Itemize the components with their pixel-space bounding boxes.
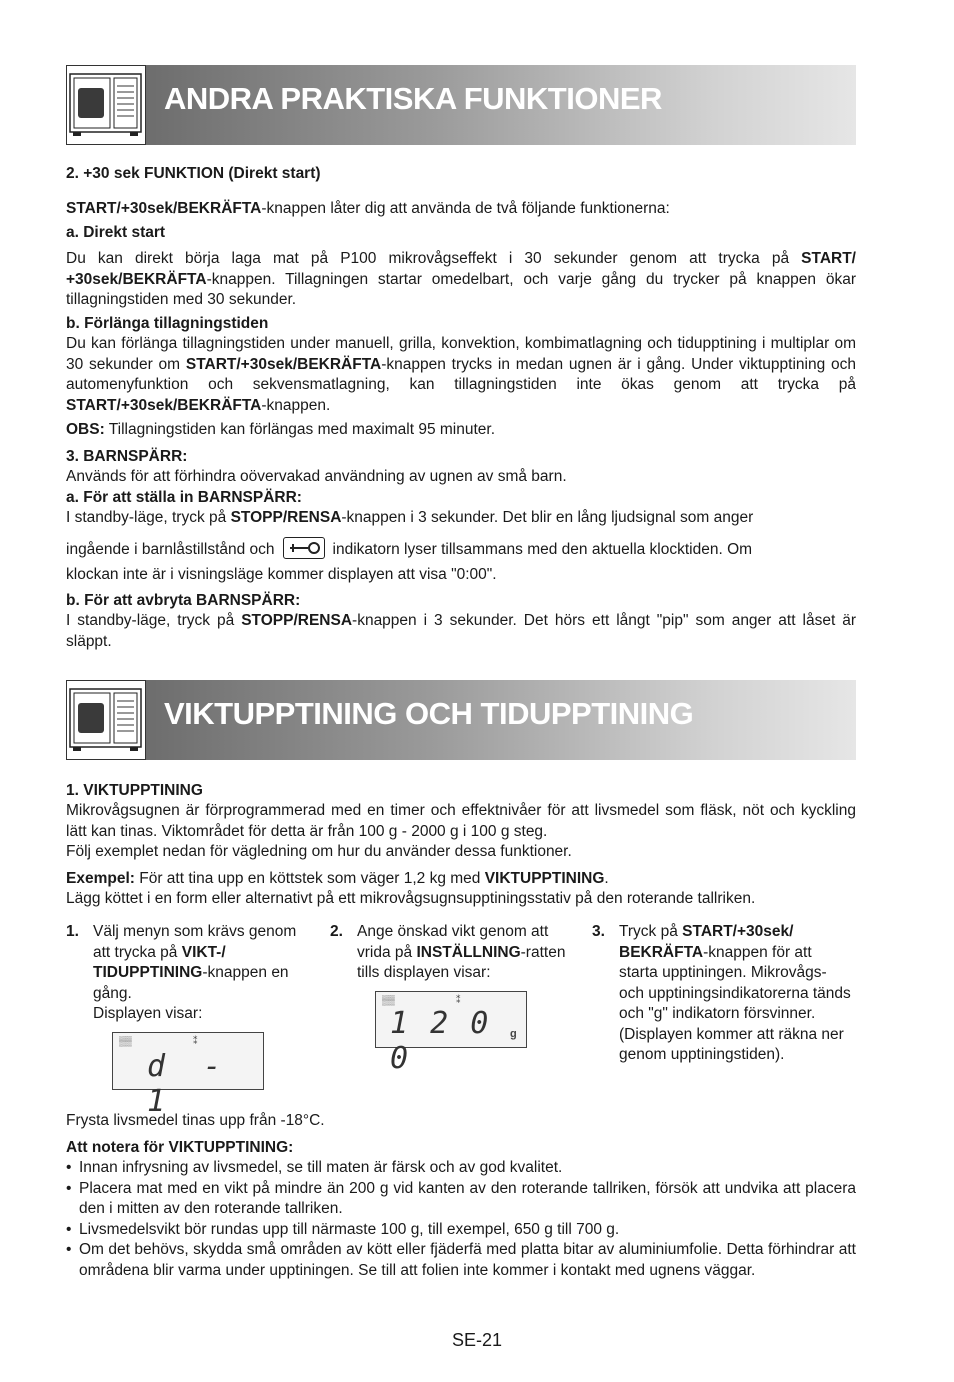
paragraph: Lägg köttet i en form eller alternativt på ett mikrovågsugnsupptiningsstativ på den roterande tallriken. (66, 890, 756, 907)
paragraph: Mikrovågsugnen är förprogrammerad med en timer och effektnivåer för att livsmedel som fläsk, nöt och kyckling lätt kan tinas. Viktområdet för detta är från 100 g - 2000 g i 100 g steg. (66, 802, 856, 840)
paragraph: ingående i barnlåstillstånd och indikatorn lyser tillsammans med den aktuella klocktiden. Om (66, 539, 856, 561)
defrost-indicator-icon: ⁑ (456, 995, 461, 1005)
lcd-display-step1 (112, 1032, 264, 1119)
step-text: Ange önskad vikt genom att vrida på INSTÄLLNING-ratten tills displayen visar: (357, 923, 566, 981)
note: OBS: Tillagningstiden kan förlängas med maximalt 95 minuter. (66, 421, 496, 438)
subheading-set-child-lock: a. För att ställa in BARNSPÄRR: (66, 489, 302, 506)
paragraph: klockan inte är i visningsläge kommer displayen att visa "0:00". (66, 566, 497, 583)
defrost-indicator-icon: ⁑ (193, 1036, 198, 1046)
subheading-cancel-child-lock: b. För att avbryta BARNSPÄRR: (66, 592, 301, 609)
subheading-extend-time: b. Förlänga tillagningstiden (66, 315, 269, 332)
step-2 (330, 922, 580, 1002)
paragraph: Frysta livsmedel tinas upp från -18°C. (66, 1112, 325, 1129)
microwave-indicator-icon: ▒▒ (119, 1036, 132, 1046)
section-banner-other-functions (66, 65, 856, 145)
paragraph: START/+30sek/BEKRÄFTA-knappen låter dig att använda de två följande funktionerna: (66, 200, 670, 217)
paragraph: Du kan förlänga tillagningstiden under manuell, grilla, konvektion, kombimatlagning och tidupptining i multiplar om 30 sekunder om START/+30sek/BEKRÄFTA-knappen trycks in medan ugnen är i gång. Under viktupptining och automenyfunktion och sekvensmatlagning, kan tillagningstiden inte ökas genom att trycka på START/+30sek/BEKRÄFTA-knappen. (66, 335, 856, 414)
subsection-heading: 3. BARNSPÄRR: (66, 448, 188, 465)
paragraph: Används för att förhindra oövervakad användning av ugnen av små barn. (66, 468, 567, 485)
step-number: 3. (592, 923, 605, 940)
lcd-display-step2 (375, 991, 527, 1076)
step-number: 2. (330, 923, 343, 940)
list-item: • Om det behövs, skydda små områden av kött eller fjäderfä med platta bitar av aluminiumfolie. Detta förhindrar att områdena blir varma under upptiningen. Se till att folien inte kommer i kontakt med ugnens väggar. (66, 1240, 856, 1281)
microwave-icon (66, 65, 146, 145)
paragraph: Du kan direkt börja laga mat på P100 mikrovågseffekt i 30 sekunder genom att trycka på START/ +30sek/BEKRÄFTA-knappen. Tillagningen startar omedelbart, och varje gång du trycker på knappen ökar tillagningstiden med 30 sekunder. (66, 250, 856, 308)
section-title: VIKTUPPTINING OCH TIDUPPTINING (164, 696, 694, 731)
list-item: • Innan infrysning av livsmedel, se till maten är färsk och av god kvalitet. (66, 1158, 856, 1179)
example-paragraph: Exempel: För att tina upp en köttstek som väger 1,2 kg med VIKTUPPTINING. (66, 870, 609, 887)
list-item: • Livsmedelsvikt bör rundas upp till närmaste 100 g, till exempel, 650 g till 700 g. (66, 1220, 856, 1241)
paragraph: Följ exemplet nedan för vägledning om hur du använder dessa funktioner. (66, 843, 572, 860)
microwave-indicator-icon: ▒▒ (382, 995, 395, 1005)
notes-heading: Att notera för VIKTUPPTINING: (66, 1139, 294, 1156)
microwave-icon (66, 680, 146, 760)
notes-list (66, 1158, 856, 1281)
display-readout: 1 2 0 0 (390, 1006, 491, 1076)
step-text: Tryck på START/+30sek/ BEKRÄFTA-knappen för att starta upptiningen. Mikrovågs- och upptiningsindikatorerna tänds och "g" indikatorn försvinner. (Displayen kommer att räkna ner genom upptiningstiden). (619, 923, 851, 1063)
paragraph: I standby-läge, tryck på STOPP/RENSA-knappen i 3 sekunder. Det hörs ett långt "pip" som anger att låset är släppt. (66, 612, 856, 650)
display-readout: d - 1 (147, 1049, 232, 1119)
gram-indicator: g (510, 1028, 517, 1040)
banner-bar (146, 680, 856, 760)
section-title: ANDRA PRAKTISKA FUNKTIONER (164, 81, 662, 116)
step-number: 1. (66, 923, 79, 940)
banner-bar (146, 65, 856, 145)
page-number: SE-21 (451, 1330, 503, 1350)
step-text: Välj menyn som krävs genom att trycka på VIKT-/ TIDUPPTINING-knappen en gång. Displayen visar: (93, 923, 297, 1022)
subsection-heading: 2. +30 sek FUNKTION (Direkt start) (66, 165, 321, 182)
subsection-heading: 1. VIKTUPPTINING (66, 782, 203, 799)
key-lock-icon (283, 537, 325, 559)
step-3 (592, 922, 856, 1107)
subheading-direct-start: a. Direkt start (66, 224, 166, 241)
paragraph: I standby-läge, tryck på STOPP/RENSA-knappen i 3 sekunder. Det blir en lång ljudsignal som anger (66, 509, 754, 526)
section-banner-defrost (66, 680, 856, 760)
list-item: • Placera mat med en vikt på mindre än 200 g vid kanten av den roterande tallriken, försök att undvika att placera den i mitten av den roterande tallriken. (66, 1179, 856, 1220)
